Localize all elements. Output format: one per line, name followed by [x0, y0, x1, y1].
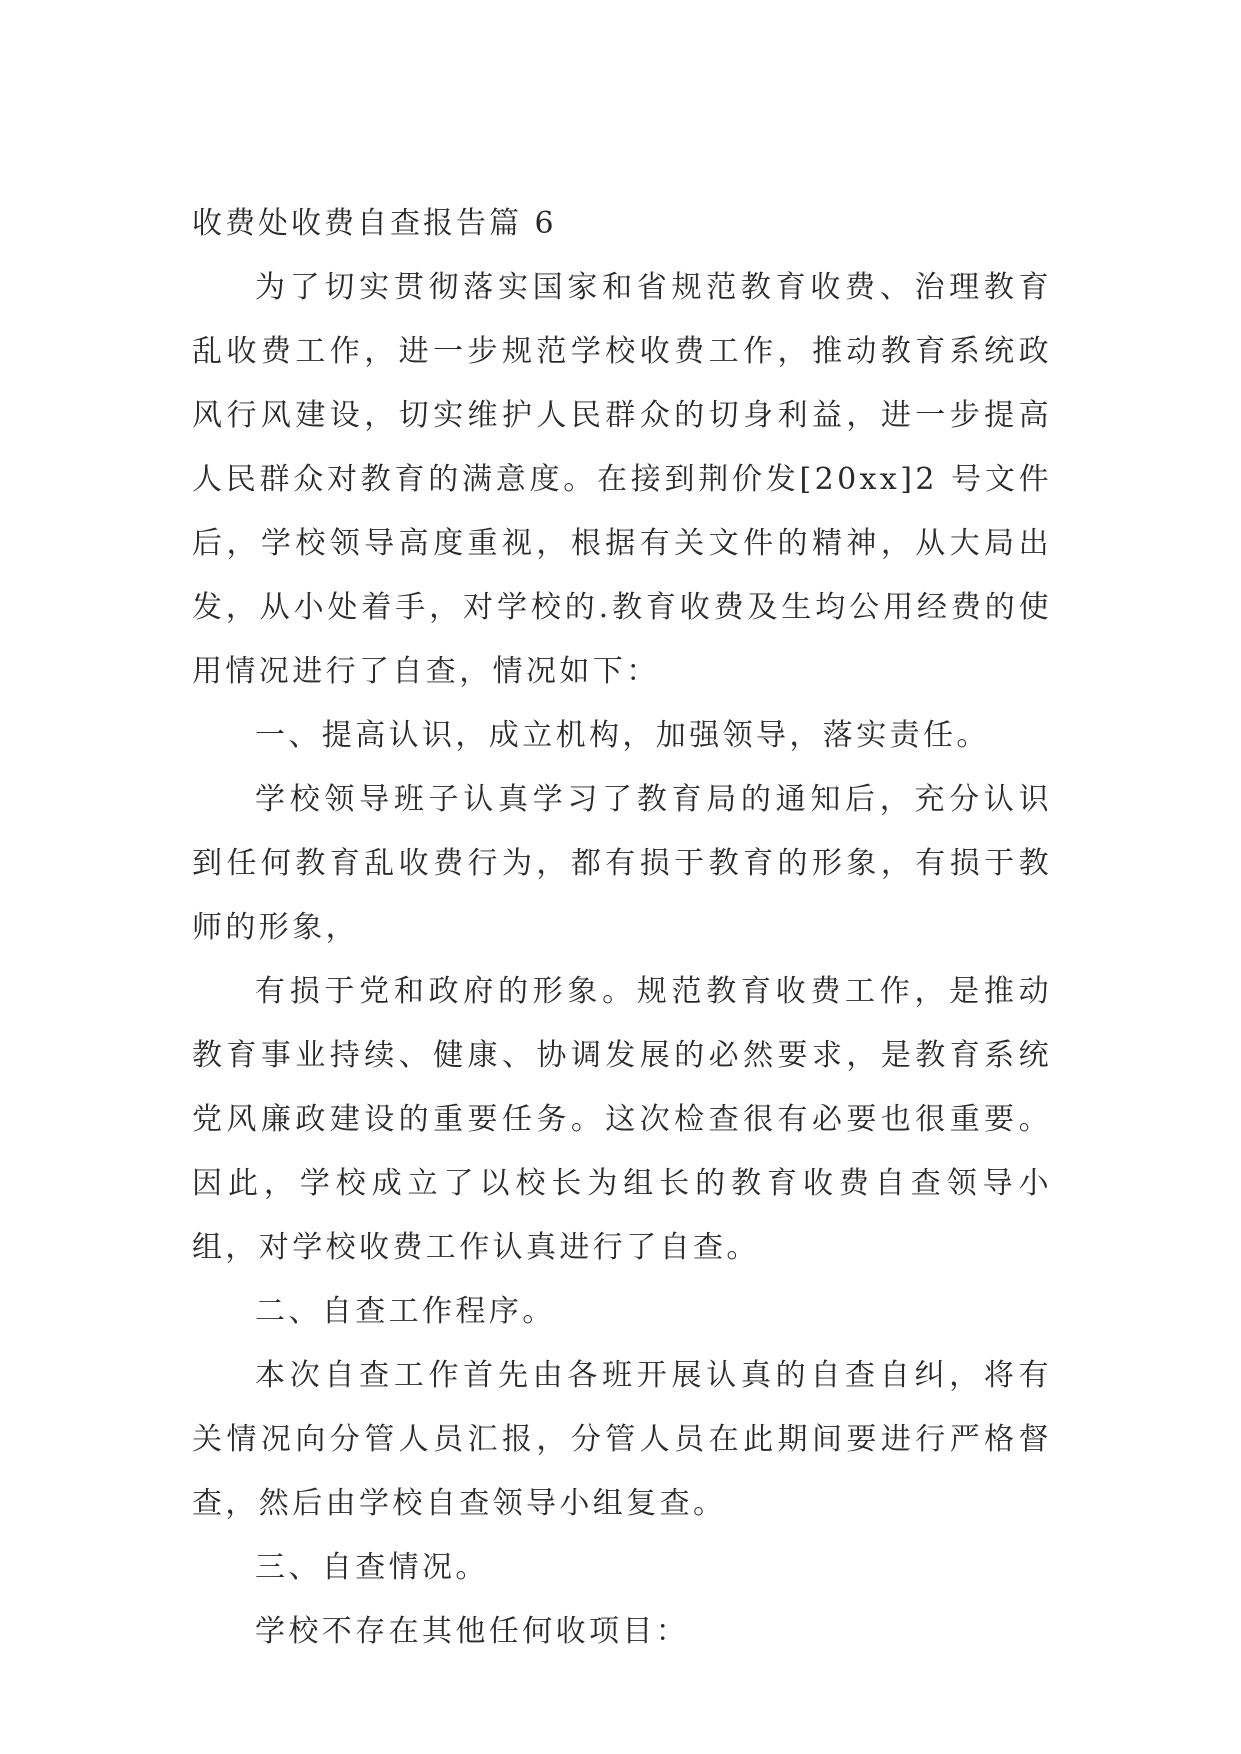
paragraph-intro: 为了切实贯彻落实国家和省规范教育收费、治理教育乱收费工作，进一步规范学校收费工作，推动教育系统政风行风建设，切实维护人民群众的切身利益，进一步提高人民群众对教育的满意度。在接到荆价发[20xx]2 号文件后，学校领导高度重视，根据有关文件的精神，从大局出发，从小处着手，对学校的.教育收费及生均公用经费的使用情况进行了自查，情况如下：: [192, 270, 1052, 689]
section-heading-1: 一、提高认识，成立机构，加强领导，落实责任。: [255, 718, 990, 753]
paragraph-section-1a: 学校领导班子认真学习了教育局的通知后，充分认识到任何教育乱收费行为，都有损于教育的形象，有损于教师的形象，: [192, 782, 1052, 945]
section-heading-3: 三、自查情况。: [255, 1550, 489, 1585]
paragraph-section-1b: 有损于党和政府的形象。规范教育收费工作，是推动教育事业持续、健康、协调发展的必然要求，是教育系统党风廉政建设的重要任务。这次检查很有必要也很重要。因此，学校成立了以校长为组长的教育收费自查领导小组，对学校收费工作认真进行了自查。: [192, 974, 1052, 1265]
document-body: [192, 192, 1052, 1664]
section-heading-2: 二、自查工作程序。: [255, 1294, 556, 1329]
paragraph-section-3: 学校不存在其他任何收项目：: [255, 1614, 690, 1649]
document-title: 收费处收费自查报告篇 6: [192, 206, 557, 241]
paragraph-section-2: 本次自查工作首先由各班开展认真的自查自纠，将有关情况向分管人员汇报，分管人员在此期间要进行严格督查，然后由学校自查领导小组复查。: [192, 1358, 1052, 1521]
